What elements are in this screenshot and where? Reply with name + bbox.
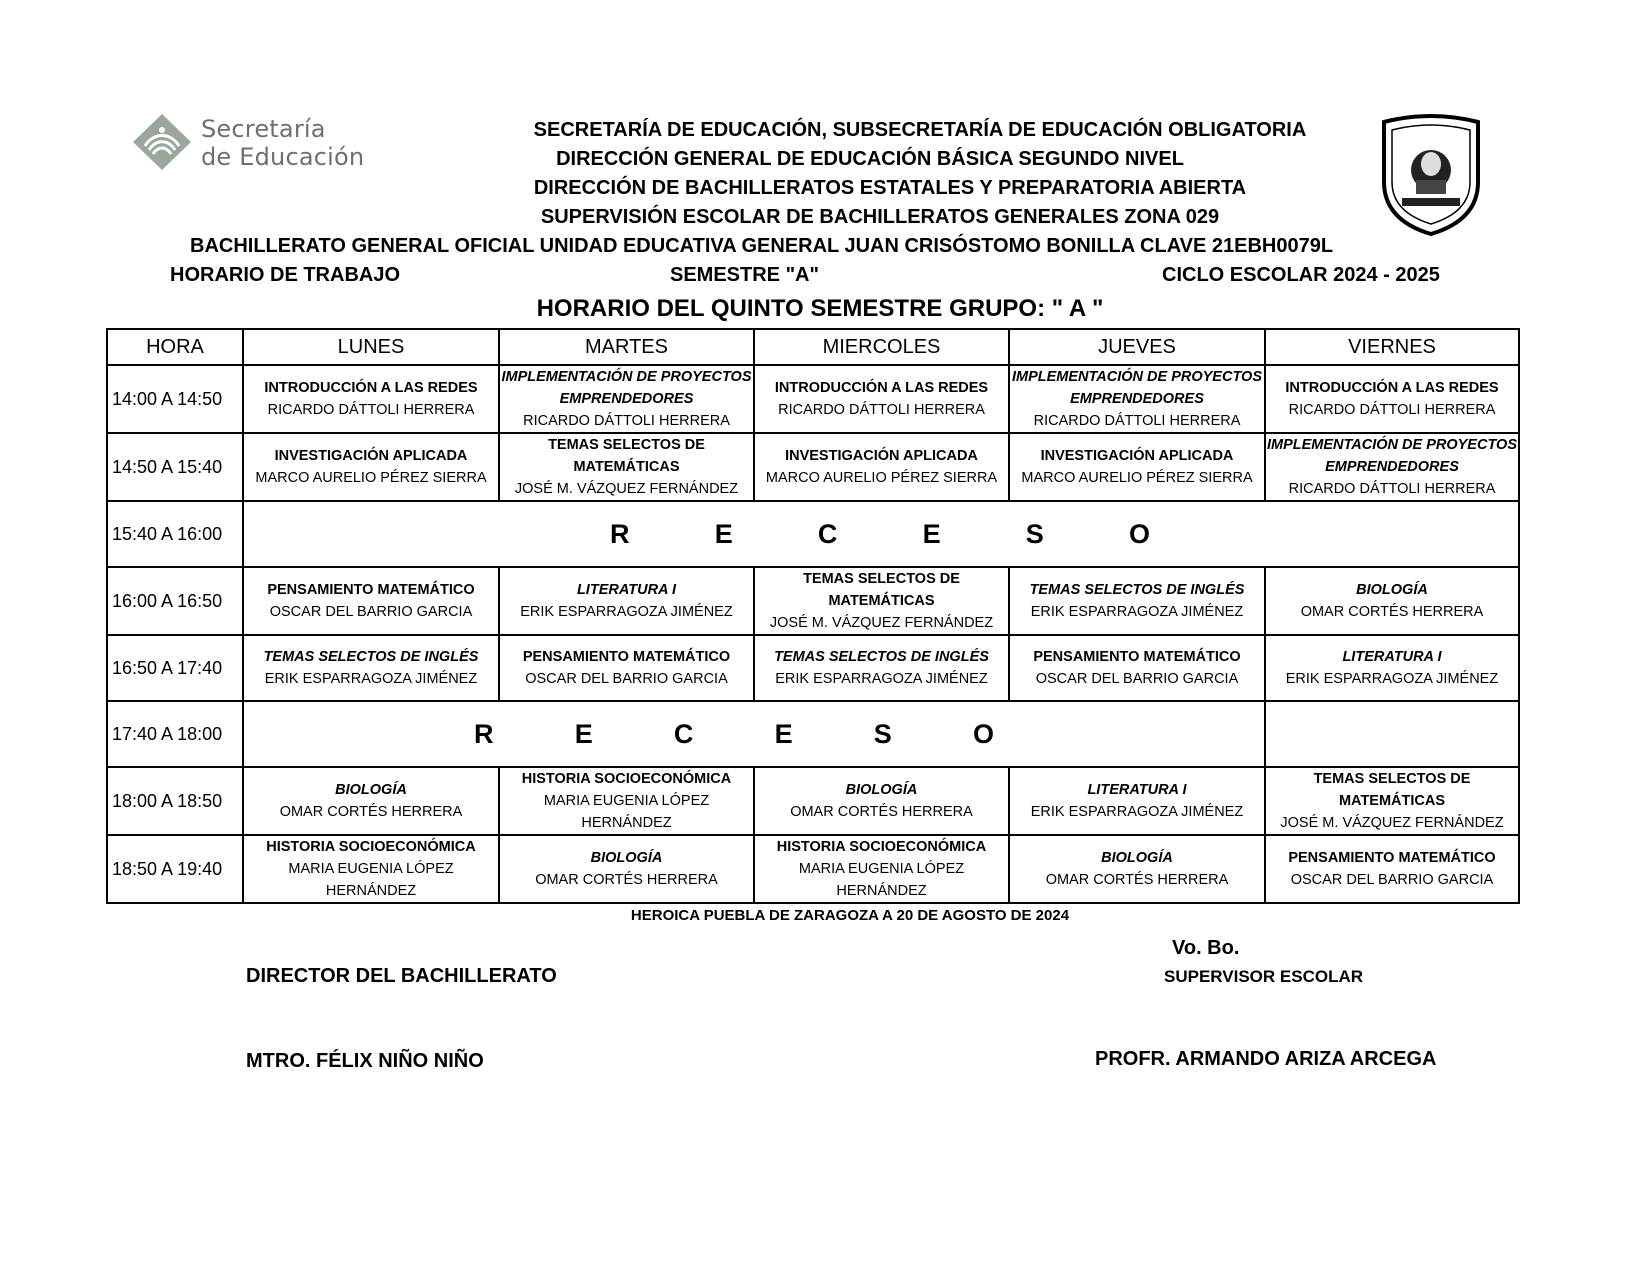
teacher: OMAR CORTÉS HERRERA — [535, 872, 718, 888]
class-cell — [1265, 767, 1519, 835]
recess-letter: O — [1128, 518, 1150, 549]
recess-letter: E — [714, 518, 733, 549]
class-cell — [499, 567, 754, 635]
teacher: JOSÉ M. VÁZQUEZ FERNÁNDEZ — [769, 615, 994, 631]
teacher: OSCAR DEL BARRIO GARCIA — [1290, 872, 1494, 888]
table-row — [107, 433, 1519, 501]
teacher: ERIK ESPARRAGOZA JIMÉNEZ — [775, 671, 988, 687]
class-cell — [1009, 835, 1265, 903]
teacher: OMAR CORTÉS HERRERA — [279, 804, 463, 820]
recess-label — [244, 519, 1150, 550]
class-cell — [243, 635, 499, 701]
subject: TEMAS SELECTOS DE INGLÉS — [263, 649, 479, 665]
subject: BIOLOGÍA — [335, 782, 407, 798]
recess-letter: E — [922, 518, 941, 549]
teacher: OSCAR DEL BARRIO GARCIA — [269, 604, 473, 620]
logo-line-1: Secretaría — [201, 115, 326, 143]
teacher: ERIK ESPARRAGOZA JIMÉNEZ — [1285, 671, 1499, 687]
class-cell — [754, 433, 1009, 501]
subject: IMPLEMENTACIÓN DE PROYECTOS EMPRENDEDORES — [501, 369, 752, 407]
col-header-hora: HORA — [107, 329, 243, 365]
class-cell — [499, 767, 754, 835]
subject: TEMAS SELECTOS DE MATEMÁTICAS — [1313, 771, 1471, 809]
col-header-miercoles: MIERCOLES — [754, 329, 1009, 365]
subject: LITERATURA I — [576, 582, 677, 598]
school-seal — [1378, 112, 1484, 238]
school-name-line: BACHILLERATO GENERAL OFICIAL UNIDAD EDUCATIVA GENERAL JUAN CRISÓSTOMO BONILLA CLAVE 21EBH0079L — [190, 235, 1334, 257]
recess-cell — [243, 501, 1519, 567]
semestre-label: SEMESTRE "A" — [670, 264, 819, 286]
recess-row — [107, 501, 1519, 567]
class-cell — [1265, 567, 1519, 635]
subject: IMPLEMENTACIÓN DE PROYECTOS EMPRENDEDORES — [1266, 437, 1517, 475]
director-name: MTRO. FÉLIX NIÑO NIÑO — [246, 1050, 484, 1072]
recess-letter: E — [574, 718, 593, 749]
recess-letter: S — [1025, 518, 1044, 549]
time-cell: 15:40 A 16:00 — [107, 501, 243, 567]
supervisor-label: SUPERVISOR ESCOLAR — [1164, 967, 1364, 986]
class-cell — [499, 635, 754, 701]
vobo-label: Vo. Bo. — [1172, 937, 1240, 959]
recess-cell — [243, 701, 1265, 767]
class-cell — [499, 835, 754, 903]
teacher: RICARDO DÁTTOLI HERRERA — [1288, 481, 1496, 497]
class-cell — [499, 365, 754, 433]
table-row — [107, 365, 1519, 433]
teacher: OMAR CORTÉS HERRERA — [790, 804, 973, 820]
teacher: JOSÉ M. VÁZQUEZ FERNÁNDEZ — [514, 481, 739, 497]
teacher: MARIA EUGENIA LÓPEZ HERNÁNDEZ — [543, 793, 710, 831]
horario-label: HORARIO DE TRABAJO — [170, 264, 401, 286]
class-cell — [754, 635, 1009, 701]
teacher: MARCO AURELIO PÉREZ SIERRA — [255, 470, 487, 486]
supervisor-name: PROFR. ARMANDO ARIZA ARCEGA — [1095, 1048, 1437, 1070]
class-cell — [243, 835, 499, 903]
recess-letter: E — [774, 718, 793, 749]
class-cell — [754, 365, 1009, 433]
subject: INVESTIGACIÓN APLICADA — [274, 448, 468, 464]
subject: TEMAS SELECTOS DE MATEMÁTICAS — [548, 437, 705, 475]
teacher: OSCAR DEL BARRIO GARCIA — [525, 671, 728, 687]
recess-letter: R — [610, 518, 630, 549]
teacher: RICARDO DÁTTOLI HERRERA — [778, 402, 985, 418]
class-cell — [1009, 567, 1265, 635]
header-line-4: SUPERVISIÓN ESCOLAR DE BACHILLERATOS GENERALES ZONA 029 — [540, 206, 1220, 228]
class-cell — [1265, 433, 1519, 501]
table-title: HORARIO DEL QUINTO SEMESTRE GRUPO: " A " — [536, 295, 1104, 322]
class-cell — [754, 835, 1009, 903]
subject: INVESTIGACIÓN APLICADA — [1040, 448, 1234, 464]
subject: INTRODUCCIÓN A LAS REDES — [264, 380, 478, 396]
class-cell — [499, 433, 754, 501]
teacher: RICARDO DÁTTOLI HERRERA — [1288, 402, 1496, 418]
header-line-1: SECRETARÍA DE EDUCACIÓN, SUBSECRETARÍA DE EDUCACIÓN OBLIGATORIA — [533, 119, 1307, 141]
teacher: MARCO AURELIO PÉREZ SIERRA — [765, 470, 998, 486]
header-line-2: DIRECCIÓN GENERAL DE EDUCACIÓN BÁSICA SEGUNDO NIVEL — [556, 148, 1184, 170]
empty-cell — [1265, 701, 1519, 767]
subject: HISTORIA SOCIOECONÓMICA — [776, 839, 987, 855]
recess-row — [107, 701, 1519, 767]
col-header-martes: MARTES — [499, 329, 754, 365]
teacher: OMAR CORTÉS HERRERA — [1045, 872, 1229, 888]
class-cell — [1265, 835, 1519, 903]
table-row — [107, 567, 1519, 635]
class-cell — [243, 567, 499, 635]
teacher: MARCO AURELIO PÉREZ SIERRA — [1021, 470, 1253, 486]
teacher: MARIA EUGENIA LÓPEZ HERNÁNDEZ — [798, 861, 965, 899]
class-cell — [1009, 365, 1265, 433]
teacher: ERIK ESPARRAGOZA JIMÉNEZ — [520, 604, 733, 620]
class-cell — [1009, 767, 1265, 835]
teacher: OSCAR DEL BARRIO GARCIA — [1035, 671, 1239, 687]
teacher: RICARDO DÁTTOLI HERRERA — [1033, 413, 1241, 429]
subject: BIOLOGÍA — [1356, 582, 1428, 598]
subject: BIOLOGÍA — [1101, 850, 1173, 866]
place-date: HEROICA PUEBLA DE ZARAGOZA A 20 DE AGOSTO DE 2024 — [630, 907, 1070, 924]
teacher: RICARDO DÁTTOLI HERRERA — [267, 402, 475, 418]
subject: INVESTIGACIÓN APLICADA — [785, 448, 978, 464]
secretaria-logo — [131, 112, 371, 172]
class-cell — [243, 433, 499, 501]
class-cell — [243, 365, 499, 433]
recess-letter: C — [817, 518, 838, 549]
schedule-table — [106, 328, 1520, 904]
col-header-jueves: JUEVES — [1009, 329, 1265, 365]
subject: IMPLEMENTACIÓN DE PROYECTOS EMPRENDEDORES — [1011, 369, 1262, 407]
table-row — [107, 635, 1519, 701]
time-cell: 14:50 A 15:40 — [107, 433, 243, 501]
col-header-lunes: LUNES — [243, 329, 499, 365]
ciclo-label: CICLO ESCOLAR 2024 - 2025 — [1162, 264, 1440, 286]
recess-letter: C — [673, 718, 694, 749]
time-cell: 18:50 A 19:40 — [107, 835, 243, 903]
teacher: ERIK ESPARRAGOZA JIMÉNEZ — [1030, 604, 1244, 620]
subject: PENSAMIENTO MATEMÁTICO — [1288, 850, 1496, 866]
director-label: DIRECTOR DEL BACHILLERATO — [246, 965, 557, 987]
class-cell — [1265, 365, 1519, 433]
class-cell — [754, 567, 1009, 635]
class-cell — [1009, 635, 1265, 701]
subject: HISTORIA SOCIOECONÓMICA — [521, 771, 732, 787]
time-cell: 16:00 A 16:50 — [107, 567, 243, 635]
header-line-3: DIRECCIÓN DE BACHILLERATOS ESTATALES Y PREPARATORIA ABIERTA — [533, 177, 1247, 199]
teacher: OMAR CORTÉS HERRERA — [1300, 604, 1484, 620]
logo-line-2: de Educación — [201, 143, 365, 171]
header-row — [107, 329, 1519, 365]
subject: TEMAS SELECTOS DE INGLÉS — [774, 649, 989, 665]
recess-label — [244, 719, 994, 750]
teacher: ERIK ESPARRAGOZA JIMÉNEZ — [1030, 804, 1244, 820]
class-cell — [754, 767, 1009, 835]
subject: INTRODUCCIÓN A LAS REDES — [1285, 380, 1499, 396]
subject: PENSAMIENTO MATEMÁTICO — [522, 649, 731, 665]
subject: TEMAS SELECTOS DE INGLÉS — [1029, 582, 1245, 598]
class-cell — [1265, 635, 1519, 701]
teacher: MARIA EUGENIA LÓPEZ HERNÁNDEZ — [288, 861, 454, 899]
subject: BIOLOGÍA — [845, 782, 918, 798]
class-cell — [1009, 433, 1265, 501]
table-row — [107, 767, 1519, 835]
subject: PENSAMIENTO MATEMÁTICO — [267, 582, 475, 598]
subject: LITERATURA I — [1342, 649, 1442, 665]
recess-letter: O — [972, 718, 994, 749]
subject: PENSAMIENTO MATEMÁTICO — [1033, 649, 1241, 665]
subject: INTRODUCCIÓN A LAS REDES — [774, 380, 989, 396]
class-cell — [243, 767, 499, 835]
table-row — [107, 835, 1519, 903]
time-cell: 16:50 A 17:40 — [107, 635, 243, 701]
secretaria-emblem-icon — [131, 112, 193, 172]
subject: BIOLOGÍA — [590, 850, 663, 866]
recess-letter: R — [474, 718, 494, 749]
subject: HISTORIA SOCIOECONÓMICA — [266, 839, 476, 855]
teacher: JOSÉ M. VÁZQUEZ FERNÁNDEZ — [1280, 815, 1504, 831]
col-header-viernes: VIERNES — [1265, 329, 1519, 365]
teacher: ERIK ESPARRAGOZA JIMÉNEZ — [264, 671, 478, 687]
time-cell: 18:00 A 18:50 — [107, 767, 243, 835]
subject: TEMAS SELECTOS DE MATEMÁTICAS — [803, 571, 960, 609]
time-cell: 14:00 A 14:50 — [107, 365, 243, 433]
subject: LITERATURA I — [1087, 782, 1187, 798]
teacher: RICARDO DÁTTOLI HERRERA — [523, 413, 730, 429]
recess-letter: S — [873, 718, 892, 749]
time-cell: 17:40 A 18:00 — [107, 701, 243, 767]
